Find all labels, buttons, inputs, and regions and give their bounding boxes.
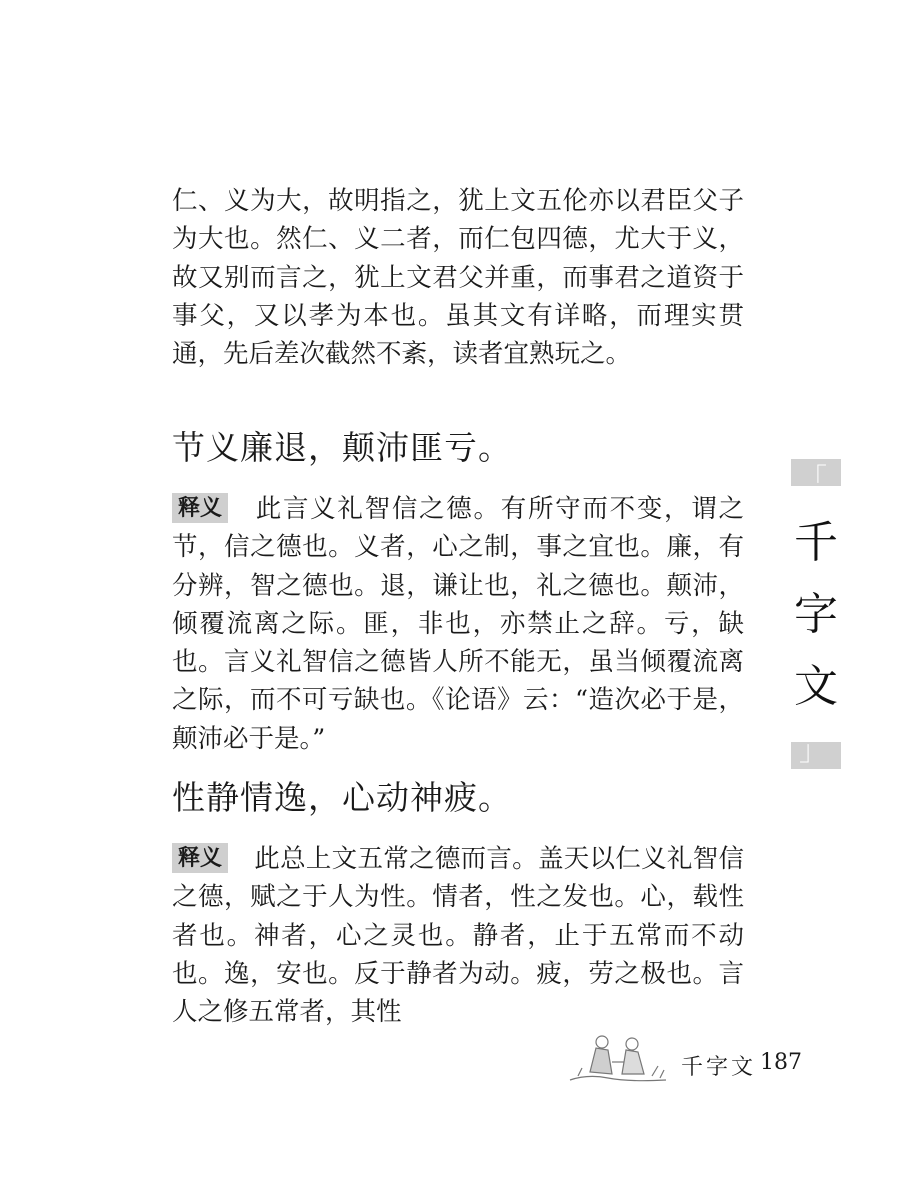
explanation-tag: 释义 xyxy=(172,843,228,873)
explanation-text: 此总上文五常之德而言。盖天以仁义礼智信之德，赋之于人为性。情者，性之发也。心，载性者也。神者，心之灵也。静者，止于五常而不动也。逸，安也。反于静者为动。疲，劳之极也。言人之修五常者，其性 xyxy=(172,844,744,1028)
footer-book-title: 千字文 xyxy=(681,1055,757,1080)
section-body-2 xyxy=(172,840,744,1031)
side-tab-title xyxy=(791,507,841,723)
section-heading-1: 节义廉退，颠沛匪亏。 xyxy=(172,428,512,467)
bracket-open: 「 xyxy=(799,462,828,495)
section-heading-2: 性静情逸，心动神疲。 xyxy=(172,778,512,817)
section-body-1 xyxy=(172,490,744,758)
side-chapter-tab xyxy=(791,459,841,769)
bracket-close: 」 xyxy=(799,734,828,767)
explanation-text: 此言义礼智信之德。有所守而不变，谓之节，信之德也。义者，心之制，事之宜也。廉，有分辨，智之德也。退，谦让也，礼之德也。颠沛，倾覆流离之际。匪，非也，亦禁止之辞。亏，缺也。言义礼智信之德皆人所不能无，虽当倾覆流离之际，而不可亏缺也。《论语》云：“造次必于是，颠沛必于是。” xyxy=(172,494,744,754)
side-tab-char: 文 xyxy=(794,661,838,712)
scholars-illustration-icon xyxy=(568,1028,668,1086)
side-tab-char: 千 xyxy=(794,517,838,568)
page-footer xyxy=(568,1028,808,1088)
explanation-tag: 释义 xyxy=(172,493,228,523)
side-tab-char: 字 xyxy=(794,589,838,640)
intro-paragraph: 仁、义为大，故明指之，犹上文五伦亦以君臣父子为大也。然仁、义二者，而仁包四德，尤大于义，故又别而言之，犹上文君父并重，而事君之道资于事父，又以孝为本也。虽其文有详略，而理实贯通，先后差次截然不紊，读者宜熟玩之。 xyxy=(172,186,744,370)
page-number: 187 xyxy=(760,1050,802,1075)
